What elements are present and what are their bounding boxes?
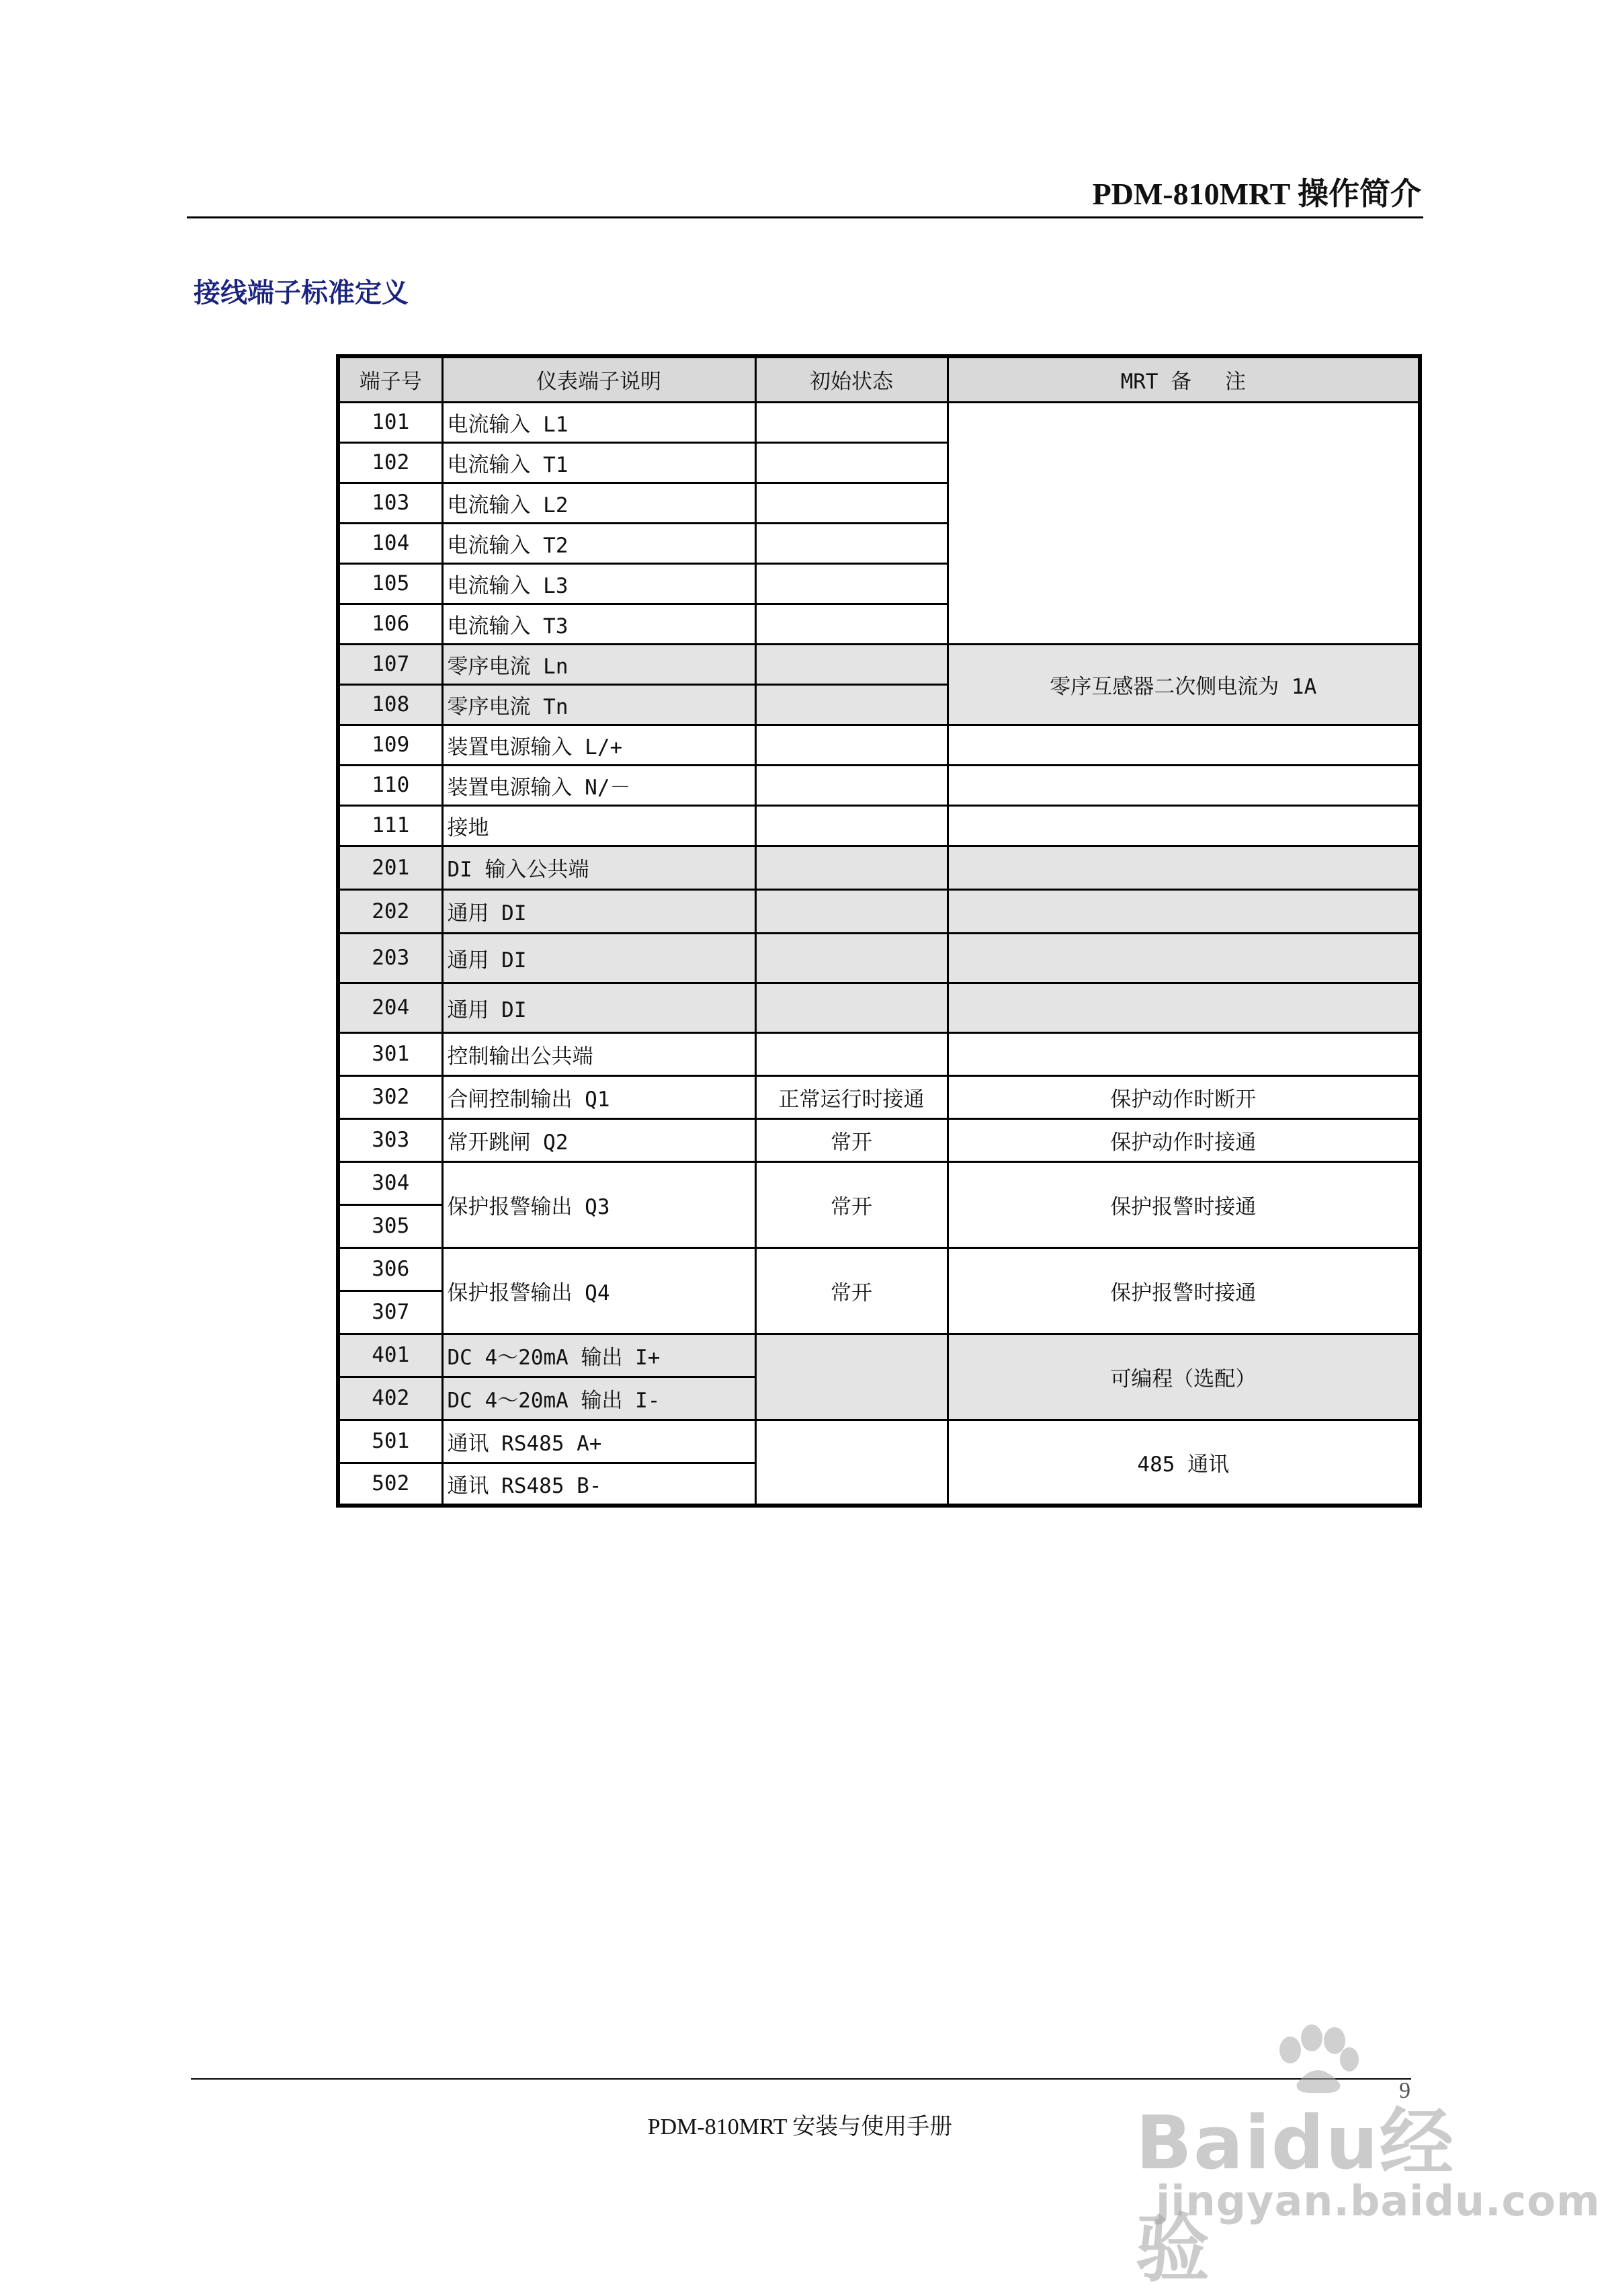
page-header-title: PDM-810MRT 操作简介 <box>1092 177 1421 211</box>
table-row <box>338 1032 1420 1075</box>
initial-state-cell: 常开 <box>755 1161 948 1247</box>
table-row <box>338 402 1420 442</box>
initial-state-cell <box>755 483 948 523</box>
terminal-number: 307 <box>338 1290 442 1334</box>
watermark-logo: Baidu经验 <box>1136 2100 1455 2292</box>
initial-state-cell <box>755 1032 948 1075</box>
terminal-description: 通讯 RS485 B- <box>442 1463 755 1506</box>
terminal-number: 303 <box>338 1118 442 1161</box>
terminal-description: 电流输入 L3 <box>442 563 755 604</box>
terminal-description: 接地 <box>442 805 755 846</box>
note-cell <box>948 725 1420 765</box>
terminal-number: 204 <box>338 983 442 1032</box>
baidu-watermark <box>1136 2023 1600 2292</box>
terminal-description: 通用 DI <box>442 933 755 983</box>
note-cell: 保护动作时断开 <box>948 1075 1420 1118</box>
terminal-number: 501 <box>338 1420 442 1463</box>
table-row <box>338 1075 1420 1118</box>
note-cell: 保护动作时接通 <box>948 1118 1420 1161</box>
note-cell <box>948 805 1420 846</box>
initial-state-cell <box>755 725 948 765</box>
terminal-number: 502 <box>338 1463 442 1506</box>
terminal-number: 203 <box>338 933 442 983</box>
terminal-number: 101 <box>338 402 442 442</box>
terminal-description: 通用 DI <box>442 889 755 933</box>
table-row <box>338 1334 1420 1377</box>
header-divider <box>187 216 1423 218</box>
terminal-number: 110 <box>338 765 442 805</box>
initial-state-cell <box>755 442 948 483</box>
initial-state-cell <box>755 563 948 604</box>
table-row <box>338 765 1420 805</box>
terminal-number: 306 <box>338 1247 442 1290</box>
table-row <box>338 889 1420 933</box>
note-cell: 保护报警时接通 <box>948 1247 1420 1334</box>
table-header-row <box>338 356 1420 402</box>
terminal-number: 402 <box>338 1377 442 1420</box>
terminal-description: DI 输入公共端 <box>442 846 755 889</box>
initial-state-cell <box>755 644 948 684</box>
table-row <box>338 1161 1420 1204</box>
terminal-description: 电流输入 L1 <box>442 402 755 442</box>
table-row <box>338 1247 1420 1290</box>
terminal-description: DC 4～20mA 输出 I- <box>442 1377 755 1420</box>
initial-state-cell: 常开 <box>755 1247 948 1334</box>
initial-state-cell <box>755 1334 948 1420</box>
terminal-description: 通用 DI <box>442 983 755 1032</box>
note-cell <box>948 846 1420 889</box>
initial-state-cell <box>755 684 948 725</box>
section-title: 接线端子标准定义 <box>194 278 409 309</box>
terminal-description: 电流输入 L2 <box>442 483 755 523</box>
col-header-terminal-no: 端子号 <box>338 356 442 402</box>
table-row <box>338 644 1420 684</box>
terminal-description: DC 4～20mA 输出 I+ <box>442 1334 755 1377</box>
terminal-number: 108 <box>338 684 442 725</box>
terminal-number: 109 <box>338 725 442 765</box>
terminal-description: 零序电流 Ln <box>442 644 755 684</box>
initial-state-cell <box>755 765 948 805</box>
terminal-description: 常开跳闸 Q2 <box>442 1118 755 1161</box>
note-cell: 485 通讯 <box>948 1420 1420 1506</box>
terminal-number: 201 <box>338 846 442 889</box>
table-row <box>338 1420 1420 1463</box>
terminal-number: 102 <box>338 442 442 483</box>
table-row <box>338 983 1420 1032</box>
terminal-description: 装置电源输入 L/+ <box>442 725 755 765</box>
zero-sequence-note: 零序互感器二次侧电流为 1A <box>948 644 1420 725</box>
terminal-number: 302 <box>338 1075 442 1118</box>
note-cell <box>948 1032 1420 1075</box>
initial-state-cell <box>755 805 948 846</box>
terminal-number: 103 <box>338 483 442 523</box>
terminal-description: 控制输出公共端 <box>442 1032 755 1075</box>
initial-state-cell <box>755 1420 948 1506</box>
initial-state-cell <box>755 846 948 889</box>
terminal-number: 111 <box>338 805 442 846</box>
terminal-description: 装置电源输入 N/－ <box>442 765 755 805</box>
terminal-number: 104 <box>338 523 442 563</box>
terminal-number: 401 <box>338 1334 442 1377</box>
terminal-number: 107 <box>338 644 442 684</box>
initial-state-cell <box>755 604 948 644</box>
terminal-number: 305 <box>338 1204 442 1247</box>
table-row <box>338 805 1420 846</box>
initial-state-cell <box>755 933 948 983</box>
note-cell <box>948 983 1420 1032</box>
note-cell: 保护报警时接通 <box>948 1161 1420 1247</box>
terminal-description: 合闸控制输出 Q1 <box>442 1075 755 1118</box>
terminal-description: 电流输入 T1 <box>442 442 755 483</box>
initial-state-cell <box>755 523 948 563</box>
terminal-definition-table <box>336 354 1422 1508</box>
watermark-url: jingyan.baidu.com <box>1156 2176 1600 2225</box>
page-number: 9 <box>1399 2078 1410 2103</box>
terminal-description: 电流输入 T3 <box>442 604 755 644</box>
col-header-mrt-note: MRT 备 注 <box>948 356 1420 402</box>
terminal-number: 202 <box>338 889 442 933</box>
terminal-description: 保护报警输出 Q3 <box>442 1161 755 1247</box>
terminal-number: 304 <box>338 1161 442 1204</box>
col-header-initial-state: 初始状态 <box>755 356 948 402</box>
note-cell <box>948 402 1420 644</box>
initial-state-cell: 常开 <box>755 1118 948 1161</box>
initial-state-cell <box>755 402 948 442</box>
table-row <box>338 846 1420 889</box>
terminal-description: 保护报警输出 Q4 <box>442 1247 755 1334</box>
table-row <box>338 725 1420 765</box>
col-header-description: 仪表端子说明 <box>442 356 755 402</box>
terminal-description: 零序电流 Tn <box>442 684 755 725</box>
note-cell <box>948 933 1420 983</box>
note-cell <box>948 889 1420 933</box>
note-cell <box>948 765 1420 805</box>
initial-state-cell: 正常运行时接通 <box>755 1075 948 1118</box>
terminal-number: 301 <box>338 1032 442 1075</box>
table-row <box>338 933 1420 983</box>
terminal-number: 106 <box>338 604 442 644</box>
terminal-description: 通讯 RS485 A+ <box>442 1420 755 1463</box>
footer-text: PDM-810MRT 安装与使用手册 <box>647 2115 953 2139</box>
terminal-number: 105 <box>338 563 442 604</box>
terminal-description: 电流输入 T2 <box>442 523 755 563</box>
initial-state-cell <box>755 889 948 933</box>
table-row <box>338 1118 1420 1161</box>
note-cell: 可编程（选配） <box>948 1334 1420 1420</box>
initial-state-cell <box>755 983 948 1032</box>
